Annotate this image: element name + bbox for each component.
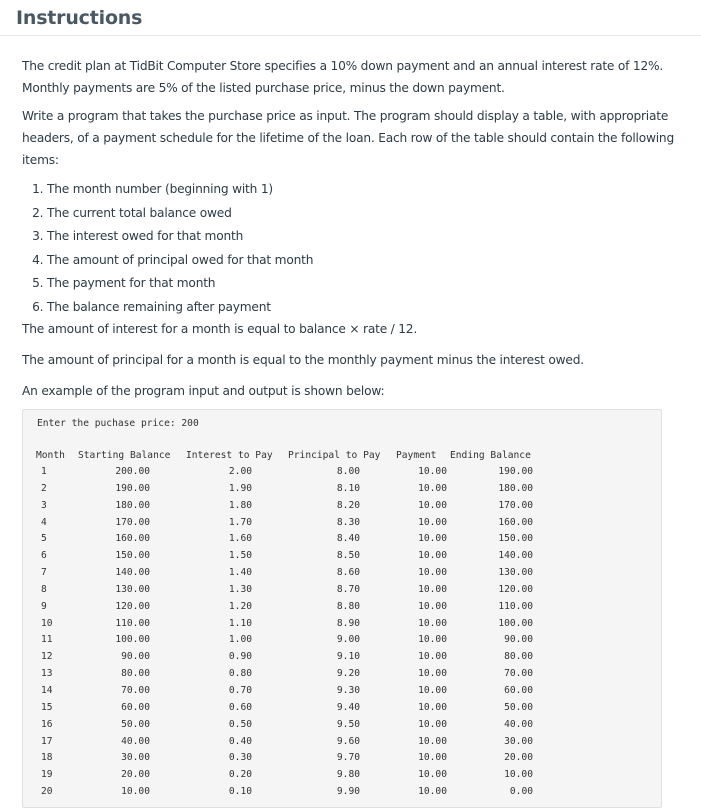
table-row <box>36 750 540 767</box>
list-item: 5. The payment for that month <box>47 272 687 296</box>
starting-balance-cell: 170.00 <box>115 516 150 528</box>
payment-cell: 10.00 <box>418 684 447 696</box>
table-header-row <box>36 448 540 464</box>
month-cell: 6 <box>41 550 47 562</box>
table-row <box>36 599 540 616</box>
schedule-body <box>36 464 540 801</box>
interest-cell: 0.60 <box>228 701 252 713</box>
interest-cell: 1.60 <box>228 533 252 545</box>
task-paragraph: Write a program that takes the purchase price as input. The program should display a table, with appropriate headers, of a payment schedule for the lifetime of the loan. Each row of the table should contain the following items: <box>22 109 674 167</box>
table-row <box>36 531 540 548</box>
payment-cell: 10.00 <box>418 786 447 798</box>
interest-cell: 0.90 <box>228 651 252 663</box>
payment-cell: 10.00 <box>418 567 447 579</box>
month-cell: 14 <box>41 684 53 696</box>
starting-balance-cell: 60.00 <box>121 701 150 713</box>
payment-cell: 10.00 <box>418 466 447 477</box>
payment-cell: 10.00 <box>418 617 447 629</box>
table-row <box>36 734 540 751</box>
table-row <box>36 767 540 784</box>
starting-balance-cell: 40.00 <box>121 735 150 747</box>
column-header-payment: Payment <box>396 450 437 461</box>
interest-cell: 0.10 <box>228 786 252 798</box>
month-cell: 10 <box>41 617 53 629</box>
month-cell: 15 <box>41 701 53 713</box>
ending-balance-cell: 40.00 <box>504 718 533 730</box>
payment-cell: 10.00 <box>418 651 447 663</box>
month-cell: 2 <box>41 482 47 494</box>
month-cell: 13 <box>41 668 53 680</box>
table-row <box>36 565 540 582</box>
interest-cell: 1.90 <box>228 482 252 494</box>
principal-cell: 9.90 <box>336 786 360 798</box>
ending-balance-cell: 150.00 <box>498 533 533 545</box>
starting-balance-cell: 130.00 <box>115 583 150 595</box>
starting-balance-cell: 190.00 <box>115 482 150 494</box>
list-item: 1. The month number (beginning with 1) <box>47 178 687 202</box>
interest-cell: 0.30 <box>228 752 252 764</box>
ending-balance-cell: 170.00 <box>498 499 533 511</box>
starting-balance-cell: 200.00 <box>115 466 150 477</box>
table-row <box>36 632 540 649</box>
ending-balance-cell: 20.00 <box>504 752 533 764</box>
list-item: 3. The interest owed for that month <box>47 225 687 249</box>
month-cell: 16 <box>41 718 53 730</box>
interest-cell: 1.10 <box>228 617 252 629</box>
principal-cell: 8.90 <box>336 617 360 629</box>
starting-balance-cell: 120.00 <box>115 600 150 612</box>
interest-cell: 1.80 <box>228 499 252 511</box>
month-cell: 19 <box>41 769 53 781</box>
payment-cell: 10.00 <box>418 600 447 612</box>
payment-cell: 10.00 <box>418 550 447 562</box>
principal-cell: 8.80 <box>336 600 360 612</box>
table-row <box>36 498 540 515</box>
principal-cell: 9.20 <box>336 668 360 680</box>
payment-cell: 10.00 <box>418 482 447 494</box>
ending-balance-cell: 130.00 <box>498 567 533 579</box>
interest-cell: 1.70 <box>228 516 252 528</box>
interest-cell: 1.40 <box>228 567 252 579</box>
month-cell: 9 <box>41 600 47 612</box>
ending-balance-cell: 30.00 <box>504 735 533 747</box>
ending-balance-cell: 70.00 <box>504 668 533 680</box>
starting-balance-cell: 80.00 <box>121 668 150 680</box>
month-cell: 4 <box>41 516 47 528</box>
month-cell: 7 <box>41 567 47 579</box>
payment-cell: 10.00 <box>418 583 447 595</box>
principal-cell: 8.70 <box>336 583 360 595</box>
ending-balance-cell: 190.00 <box>498 466 533 477</box>
principal-cell: 9.80 <box>336 769 360 781</box>
ending-balance-cell: 10.00 <box>504 769 533 781</box>
interest-cell: 2.00 <box>228 466 252 477</box>
payment-cell: 10.00 <box>418 735 447 747</box>
ending-balance-cell: 0.00 <box>509 786 533 798</box>
list-item: 6. The balance remaining after payment <box>47 296 687 320</box>
ending-balance-cell: 100.00 <box>498 617 533 629</box>
table-row <box>36 717 540 734</box>
table-row <box>36 784 540 801</box>
starting-balance-cell: 10.00 <box>121 786 150 798</box>
interest-cell: 1.50 <box>228 550 252 562</box>
month-cell: 5 <box>41 533 47 545</box>
payment-cell: 10.00 <box>418 533 447 545</box>
table-row <box>36 683 540 700</box>
ending-balance-cell: 160.00 <box>498 516 533 528</box>
table-row <box>36 666 540 683</box>
column-header-month: Month <box>36 450 65 461</box>
principal-paragraph: The amount of principal for a month is equal to the monthly payment minus the interest owed. <box>22 353 584 367</box>
interest-cell: 1.30 <box>228 583 252 595</box>
principal-cell: 8.10 <box>336 482 360 494</box>
month-cell: 1 <box>41 466 47 477</box>
ending-balance-cell: 60.00 <box>504 684 533 696</box>
month-cell: 18 <box>41 752 53 764</box>
principal-cell: 9.70 <box>336 752 360 764</box>
table-row <box>36 515 540 532</box>
payment-cell: 10.00 <box>418 668 447 680</box>
ending-balance-cell: 110.00 <box>498 600 533 612</box>
starting-balance-cell: 100.00 <box>115 634 150 646</box>
table-row <box>36 548 540 565</box>
principal-cell: 8.40 <box>336 533 360 545</box>
principal-cell: 8.20 <box>336 499 360 511</box>
interest-cell: 0.20 <box>228 769 252 781</box>
payment-cell: 10.00 <box>418 752 447 764</box>
principal-cell: 9.60 <box>336 735 360 747</box>
starting-balance-cell: 90.00 <box>121 651 150 663</box>
principal-cell: 9.40 <box>336 701 360 713</box>
principal-cell: 9.00 <box>336 634 360 646</box>
principal-cell: 8.30 <box>336 516 360 528</box>
ending-balance-cell: 50.00 <box>504 701 533 713</box>
interest-cell: 0.70 <box>228 684 252 696</box>
payment-cell: 10.00 <box>418 718 447 730</box>
instructions-content <box>0 55 701 808</box>
interest-cell: 0.40 <box>228 735 252 747</box>
month-cell: 17 <box>41 735 53 747</box>
month-cell: 20 <box>41 786 53 798</box>
month-cell: 12 <box>41 651 53 663</box>
list-item: 4. The amount of principal owed for that month <box>47 249 687 273</box>
payment-cell: 10.00 <box>418 701 447 713</box>
starting-balance-cell: 20.00 <box>121 769 150 781</box>
list-item: 2. The current total balance owed <box>47 202 687 226</box>
payment-cell: 10.00 <box>418 769 447 781</box>
ending-balance-cell: 120.00 <box>498 583 533 595</box>
column-header-interest: Interest to Pay <box>186 450 273 461</box>
table-row <box>36 582 540 599</box>
interest-cell: 0.80 <box>228 668 252 680</box>
payment-cell: 10.00 <box>418 499 447 511</box>
instructions-header <box>0 0 701 36</box>
starting-balance-cell: 150.00 <box>115 550 150 562</box>
month-cell: 8 <box>41 583 47 595</box>
principal-cell: 8.50 <box>336 550 360 562</box>
column-header-ending-balance: Ending Balance <box>450 450 531 461</box>
interest-paragraph: The amount of interest for a month is equal to balance × rate / 12. <box>22 322 418 336</box>
principal-cell: 9.30 <box>336 684 360 696</box>
payment-schedule-table <box>36 448 540 801</box>
interest-cell: 1.00 <box>228 634 252 646</box>
payment-cell: 10.00 <box>418 516 447 528</box>
example-paragraph: An example of the program input and output is shown below: <box>22 384 385 398</box>
starting-balance-cell: 70.00 <box>121 684 150 696</box>
principal-cell: 8.60 <box>336 567 360 579</box>
payment-cell: 10.00 <box>418 634 447 646</box>
starting-balance-cell: 30.00 <box>121 752 150 764</box>
starting-balance-cell: 180.00 <box>115 499 150 511</box>
table-row <box>36 649 540 666</box>
requirements-list <box>22 178 687 319</box>
interest-cell: 0.50 <box>228 718 252 730</box>
page-title: Instructions <box>16 6 143 29</box>
principal-cell: 9.10 <box>336 651 360 663</box>
starting-balance-cell: 160.00 <box>115 533 150 545</box>
month-cell: 11 <box>41 634 53 646</box>
starting-balance-cell: 140.00 <box>115 567 150 579</box>
month-cell: 3 <box>41 499 47 511</box>
table-row <box>36 616 540 633</box>
intro-paragraph: The credit plan at TidBit Computer Store specifies a 10% down payment and an annual interest rate of 12%. Monthly payments are 5% of the listed purchase price, minus the down payment. <box>22 59 664 95</box>
column-header-principal: Principal to Pay <box>288 450 381 461</box>
starting-balance-cell: 50.00 <box>121 718 150 730</box>
table-row <box>36 464 540 481</box>
column-header-starting-balance: Starting Balance <box>78 450 171 461</box>
interest-cell: 1.20 <box>228 600 252 612</box>
ending-balance-cell: 80.00 <box>504 651 533 663</box>
principal-cell: 9.50 <box>336 718 360 730</box>
ending-balance-cell: 90.00 <box>504 634 533 646</box>
table-row <box>36 481 540 498</box>
principal-cell: 8.00 <box>336 466 360 477</box>
ending-balance-cell: 140.00 <box>498 550 533 562</box>
input-prompt: Enter the puchase price: 200 <box>37 418 199 429</box>
starting-balance-cell: 110.00 <box>115 617 150 629</box>
table-row <box>36 700 540 717</box>
ending-balance-cell: 180.00 <box>498 482 533 494</box>
code-example-block <box>22 409 662 808</box>
